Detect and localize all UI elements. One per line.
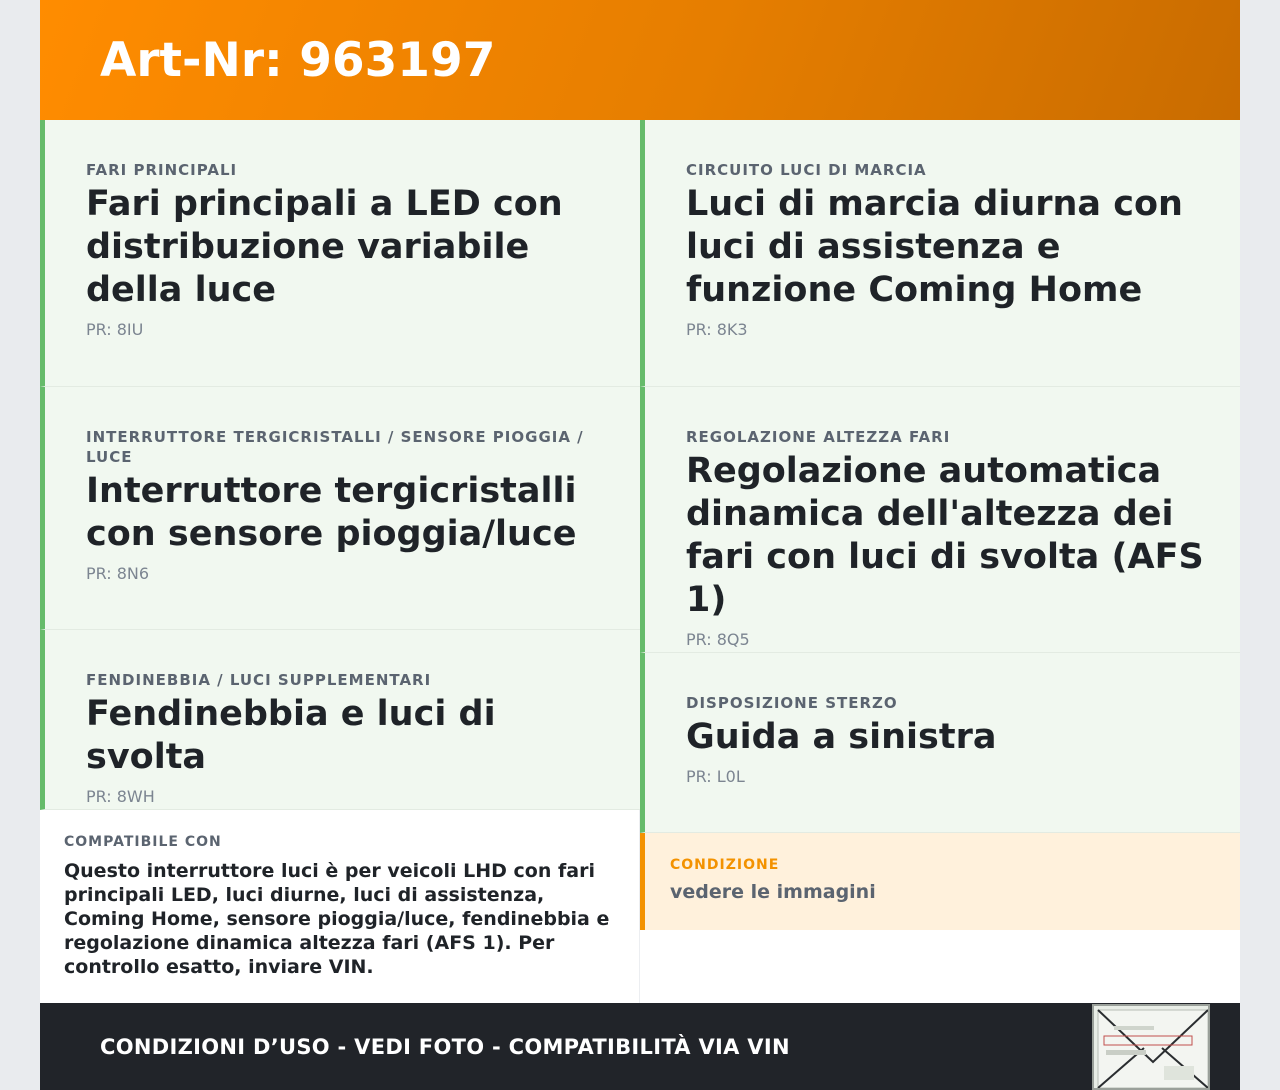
feature-steering: [640, 653, 1240, 833]
feature-label: INTERRUTTORE TERGICRISTALLI / SENSORE PIOGGIA / LUCE: [86, 428, 584, 466]
compatibility-box: [40, 810, 640, 1004]
feature-label: CIRCUITO LUCI DI MARCIA: [686, 161, 927, 179]
feature-title: Interruttore tergicristalli con sensore pioggia/luce: [86, 471, 577, 554]
footer-bar: [40, 1003, 1240, 1090]
feature-grid: [40, 120, 1240, 1004]
feature-title: Regolazione automatica dinamica dell'altezza dei fari con luci di svolta (AFS 1): [686, 451, 1204, 620]
feature-headlight-leveling: [640, 387, 1240, 653]
feature-pr-code: PR: L0L: [686, 767, 745, 786]
feature-wiper-switch: [40, 387, 640, 630]
feature-headlights: [40, 120, 640, 387]
condition-value: vedere le immagini: [670, 881, 876, 903]
feature-label: DISPOSIZIONE STERZO: [686, 694, 898, 712]
feature-pr-code: PR: 8Q5: [686, 630, 750, 649]
feature-title: Fendinebbia e luci di svolta: [86, 694, 496, 777]
feature-daytime-lights: [640, 120, 1240, 387]
feature-pr-code: PR: 8IU: [86, 320, 144, 339]
compatibility-text: Questo interruttore luci è per veicoli LHD con fari principali LED, luci diurne, luci di assistenza, Coming Home, sensore pioggia/luce, fendinebbia e regolazione dinamica altezza fari (AFS 1). Per controllo esatto, inviare VIN.: [64, 860, 610, 978]
feature-title: Luci di marcia diurna con luci di assistenza e funzione Coming Home: [686, 184, 1183, 310]
product-card: [40, 0, 1240, 1090]
feature-pr-code: PR: 8WH: [86, 787, 155, 806]
feature-column-right: [640, 120, 1240, 1004]
feature-column-left: [40, 120, 640, 1004]
feature-pr-code: PR: 8N6: [86, 564, 150, 583]
compatibility-label: COMPATIBILE CON: [64, 834, 222, 850]
footer-terms-text: CONDIZIONI D’USO - VEDI FOTO - COMPATIBILITÀ VIA VIN: [100, 1034, 790, 1059]
feature-label: FARI PRINCIPALI: [86, 161, 238, 179]
feature-label: REGOLAZIONE ALTEZZA FARI: [686, 428, 951, 446]
feature-fog-lights: [40, 630, 640, 810]
envelope-photo-icon: [1094, 1006, 1210, 1090]
article-number-title: Art-Nr: 963197: [100, 32, 496, 88]
product-photo-thumbnail[interactable]: [1092, 1004, 1210, 1090]
feature-label: FENDINEBBIA / LUCI SUPPLEMENTARI: [86, 671, 432, 689]
feature-pr-code: PR: 8K3: [686, 320, 748, 339]
feature-title: Guida a sinistra: [686, 717, 997, 757]
condition-label: CONDIZIONE: [670, 857, 780, 873]
feature-title: Fari principali a LED con distribuzione variabile della luce: [86, 184, 563, 310]
header-bar: [40, 0, 1240, 120]
condition-box: [640, 833, 1240, 930]
